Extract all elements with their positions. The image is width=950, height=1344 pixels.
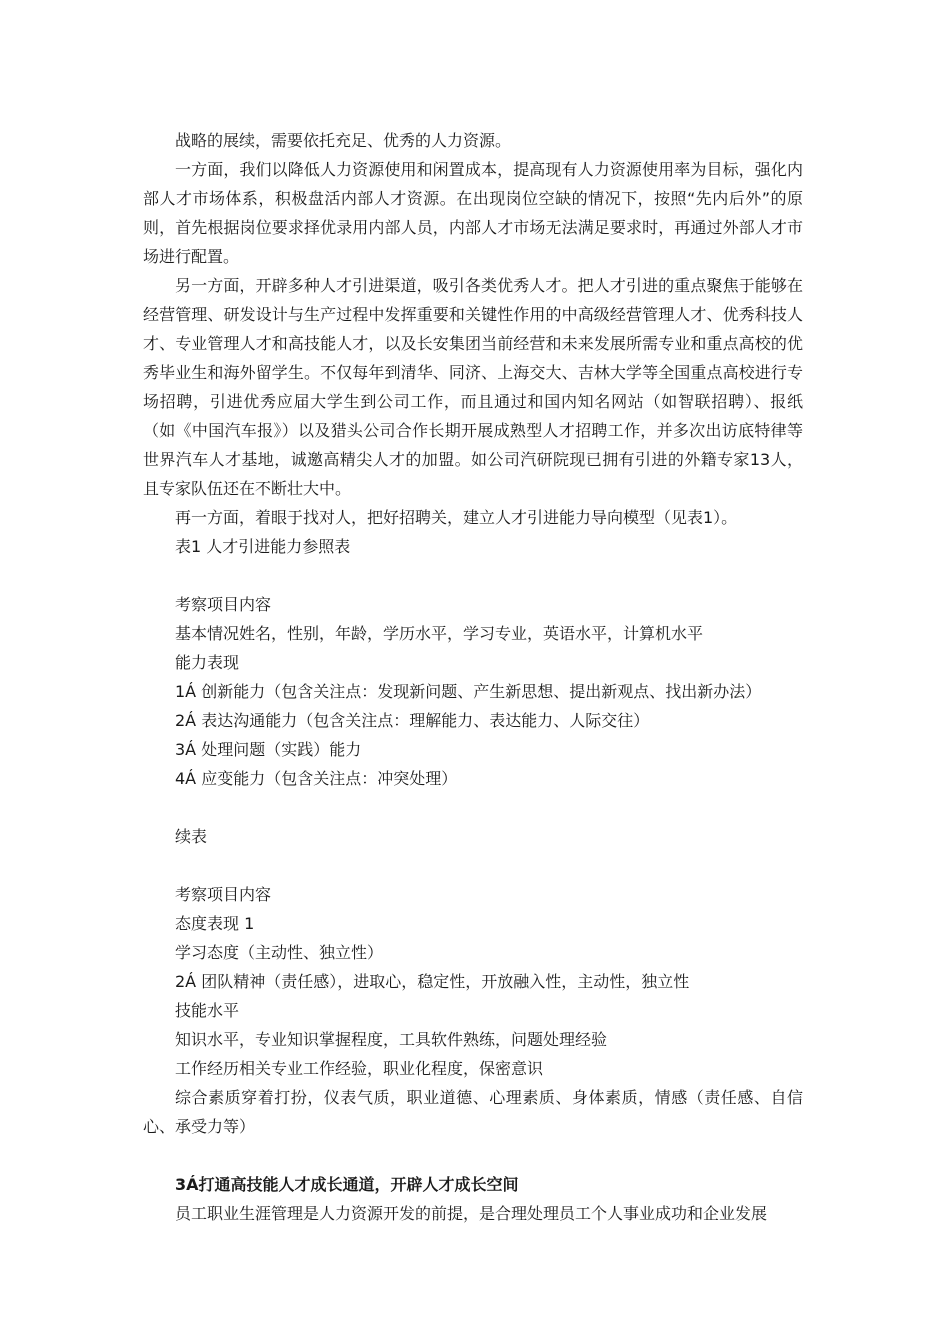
table1-basic-row: 基本情况姓名，性别，年龄，学历水平，学习专业，英语水平，计算机水平 xyxy=(175,624,704,643)
spacer xyxy=(143,793,803,822)
spacer xyxy=(143,851,803,880)
table1-attitude-item: 2Á 团队精神（责任感），进取心，稳定性，开放融入性，主动性，独立性 xyxy=(175,972,690,991)
paragraph-1: 战略的展续，需要依托充足、优秀的人力资源。 xyxy=(175,131,512,150)
spacer xyxy=(143,1141,803,1170)
table1-attitude-item: 学习态度（主动性、独立性） xyxy=(175,943,384,962)
table-continued-label: 续表 xyxy=(175,827,208,846)
table1-attitude-title: 态度表现 1 xyxy=(175,914,255,933)
table1-header: 考察项目内容 xyxy=(175,595,272,614)
table1-ability-title: 能力表现 xyxy=(175,653,240,672)
table1-skill-text: 知识水平，专业知识掌握程度，工具软件熟练，问题处理经验 xyxy=(175,1030,608,1049)
paragraph-2: 一方面，我们以降低人力资源使用和闲置成本，提高现有人力资源使用率为目标，强化内部人才市场体系，积极盘活内部人才资源。在出现岗位空缺的情况下，按照“先内后外”的原则，首先根据岗位要求择优录用内部人员，内部人才市场无法满足要求时，再通过外部人才市场进行配置。 xyxy=(143,160,803,266)
section-heading: 3Á打通高技能人才成长通道，开辟人才成长空间 xyxy=(175,1175,519,1194)
table1-skill-title: 技能水平 xyxy=(175,1001,240,1020)
table1-ability-item: 1Á 创新能力（包含关注点：发现新问题、产生新思想、提出新观点、找出新办法） xyxy=(175,682,762,701)
table1-ability-item: 3Á 处理问题（实践）能力 xyxy=(175,740,362,759)
paragraph-3: 另一方面，开辟多种人才引进渠道，吸引各类优秀人才。把人才引进的重点聚焦于能够在经营管理、研发设计与生产过程中发挥重要和关键性作用的中高级经营管理人才、优秀科技人才、专业管理人才和高技能人才，以及长安集团当前经营和未来发展所需专业和重点高校的优秀毕业生和海外留学生。不仅每年到清华、同济、上海交大、吉林大学等全国重点高校进行专场招聘，引进优秀应届大学生到公司工作，而且通过和国内知名网站（如智联招聘）、报纸（如《中国汽车报》）以及猎头公司合作长期开展成熟型人才招聘工作，并多次出访底特律等世界汽车人才基地，诚邀高精尖人才的加盟。如公司汽研院现已拥有引进的外籍专家13人，且专家队伍还在不断壮大中。 xyxy=(143,276,803,498)
paragraph-4: 再一方面，着眼于找对人，把好招聘关，建立人才引进能力导向模型（见表1）。 xyxy=(175,508,738,527)
table-caption: 表1 人才引进能力参照表 xyxy=(175,537,351,556)
spacer xyxy=(143,561,803,590)
section-paragraph: 员工职业生涯管理是人力资源开发的前提，是合理处理员工个人事业成功和企业发展 xyxy=(175,1204,768,1223)
table1-ability-item: 4Á 应变能力（包含关注点：冲突处理） xyxy=(175,769,458,788)
table1-work-text: 工作经历相关专业工作经验，职业化程度，保密意识 xyxy=(175,1059,544,1078)
document-page xyxy=(143,126,803,1228)
table1-quality-text: 综合素质穿着打扮，仪表气质，职业道德、心理素质、身体素质，情感（责任感、自信心、承受力等） xyxy=(143,1088,803,1136)
table1-ability-item: 2Á 表达沟通能力（包含关注点：理解能力、表达能力、人际交往） xyxy=(175,711,650,730)
table1-cont-header: 考察项目内容 xyxy=(175,885,272,904)
